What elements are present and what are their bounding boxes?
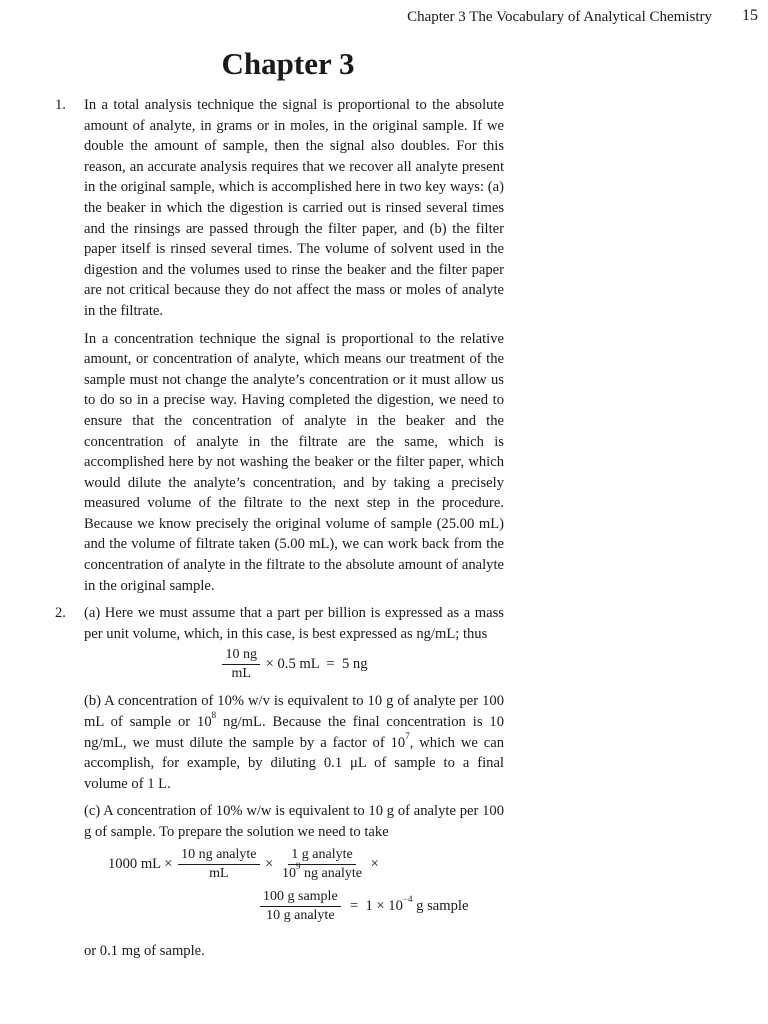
answer-item-1 bbox=[55, 95, 504, 596]
equation-result bbox=[343, 896, 469, 917]
equation-text: × 0.5 mL = 5 ng bbox=[261, 656, 368, 673]
superscript: 7 bbox=[405, 730, 410, 741]
paragraph: or 0.1 mg of sample. bbox=[84, 942, 205, 959]
fraction-numerator: 10 ng bbox=[222, 647, 260, 665]
paragraph: In a concentration technique the signal is proportional to the relative amount, or concentration of analyte, which means our treatment of the sample must not change the analyte’s concentration or it must allow us to do so in a precise way. Having completed the digestion, we need to ensure that the concentration of analyte in the beaker and the concentration of analyte in the filtrate are the same, which is accomplished here by not washing the beaker or the filter paper, which would dilute the analyte’s concentration, and by taking a precisely measured volume of the filtrate to the next step in the procedure. Because we know precisely the original volume of sample (25.00 mL) and the volume of filtrate taken (5.00 mL), we can work back from the concentration of analyte in the filtrate to the absolute amount of analyte in the original sample. bbox=[84, 330, 504, 594]
fraction bbox=[178, 847, 259, 882]
equation-text: 1000 mL × bbox=[108, 856, 177, 873]
answer-item-2 bbox=[55, 603, 505, 961]
running-head bbox=[0, 7, 768, 29]
text-run: g sample bbox=[412, 898, 469, 915]
equation-sample-mass bbox=[84, 845, 504, 933]
fraction-denominator: mL bbox=[231, 665, 251, 681]
superscript: 9 bbox=[296, 861, 301, 872]
item-number: 1. bbox=[55, 97, 66, 113]
paragraph-part-b bbox=[84, 691, 504, 794]
equation-line bbox=[258, 887, 468, 927]
item-number: 2. bbox=[55, 605, 66, 622]
paragraph: (c) A concentration of 10% w/w is equivalent to 10 g of analyte per 100 g of sample. To prepare the solution we need to take bbox=[84, 803, 504, 840]
paragraph: (a) Here we must assume that a part per billion is expressed as a mass per unit volume, which, in this case, is best expressed as ng/mL; thus bbox=[84, 605, 504, 642]
page-number: 15 bbox=[742, 7, 758, 24]
text-run: = 1 × 10 bbox=[342, 898, 403, 915]
superscript: −4 bbox=[402, 894, 413, 905]
fraction bbox=[260, 889, 341, 924]
chapter-body bbox=[55, 95, 505, 968]
paragraph: In a total analysis technique the signal is proportional to the absolute amount of analyte, in grams or in moles, in the original sample. If we double the amount of sample, then the signal also doubles. For this reason, an accurate analysis requires that we recover all analyte present in the original sample, which is accomplished here in two key ways: (a) the beaker in which the digestion is carried out is rinsed several times and the rinsings are passed through the filter paper, and (b) the filter paper itself is rinsed several times. The volume of solvent used in the digestion and the volumes used to rinse the beaker and the filter paper are not critical because they do not affect the mass or moles of analyte in the filtrate. bbox=[84, 97, 504, 319]
text-run: ng analyte bbox=[300, 866, 362, 882]
running-head-title: Chapter 3 The Vocabulary of Analytical Chemistry bbox=[407, 9, 712, 25]
equation-text: × bbox=[261, 856, 278, 873]
fraction-numerator: 1 g analyte bbox=[288, 847, 355, 865]
fraction-numerator: 10 ng analyte bbox=[178, 847, 259, 865]
text-run: ng/mL. Because the final concentration is 10 ng/mL, we must dilute the sample by a factor of 10 bbox=[84, 714, 505, 751]
text-run: (b) A concentration of 10% w/v is equivalent to 10 g of analyte per 100 mL of sample or 10 bbox=[84, 693, 504, 731]
equation-line bbox=[108, 845, 379, 885]
fraction-denominator: mL bbox=[209, 866, 229, 882]
equation-text: × bbox=[366, 856, 379, 873]
fraction-denominator bbox=[279, 861, 365, 882]
superscript: 8 bbox=[211, 710, 217, 721]
fraction bbox=[279, 847, 365, 882]
chapter-title: Chapter 3 bbox=[221, 46, 355, 81]
text-run: , which we can accomplish, for example, by diluting 0.1 μL of sample to a final volume of 1 L. bbox=[84, 734, 504, 792]
text-run: 10 bbox=[282, 866, 297, 882]
fraction bbox=[222, 647, 260, 682]
fraction-numerator: 100 g sample bbox=[260, 889, 341, 907]
equation-ng bbox=[84, 646, 504, 682]
fraction-denominator: 10 g analyte bbox=[266, 908, 335, 924]
